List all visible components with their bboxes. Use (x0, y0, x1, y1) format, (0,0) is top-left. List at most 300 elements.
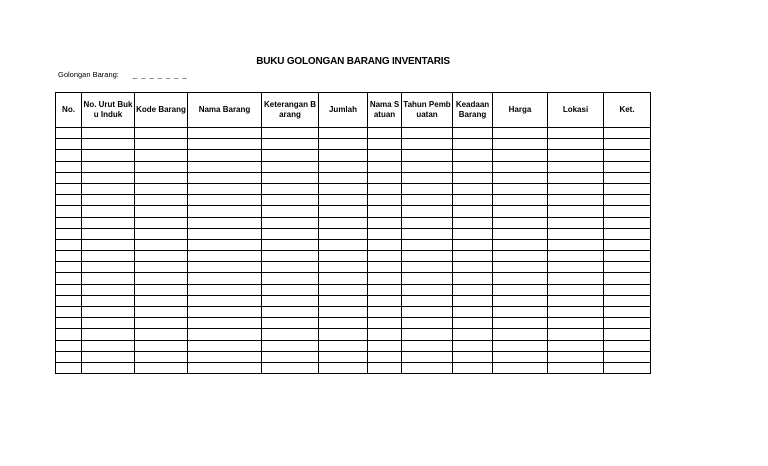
table-cell-nama (188, 206, 262, 217)
table-cell-ket (604, 206, 651, 217)
table-cell-no_urut (82, 340, 135, 351)
table-cell-jumlah (319, 262, 368, 273)
table-cell-kode (135, 228, 188, 239)
table-row (56, 284, 651, 295)
table-cell-ket (604, 340, 651, 351)
table-cell-satuan (368, 139, 402, 150)
table-cell-no (56, 251, 82, 262)
table-cell-satuan (368, 195, 402, 206)
table-cell-no_urut (82, 251, 135, 262)
table-cell-nama (188, 307, 262, 318)
table-cell-kode (135, 239, 188, 250)
table-row (56, 217, 651, 228)
table-cell-harga (493, 262, 548, 273)
table-cell-nama (188, 150, 262, 161)
table-cell-harga (493, 307, 548, 318)
table-cell-keterangan (262, 262, 319, 273)
table-cell-harga (493, 183, 548, 194)
column-header-tahun: Tahun Pembuatan (402, 93, 453, 128)
table-cell-no_urut (82, 139, 135, 150)
table-cell-jumlah (319, 161, 368, 172)
table-cell-no_urut (82, 318, 135, 329)
table-cell-no_urut (82, 172, 135, 183)
table-cell-harga (493, 284, 548, 295)
table-cell-jumlah (319, 228, 368, 239)
table-cell-nama (188, 128, 262, 139)
table-row (56, 318, 651, 329)
table-cell-no (56, 307, 82, 318)
table-cell-ket (604, 251, 651, 262)
table-cell-kode (135, 273, 188, 284)
table-cell-no (56, 206, 82, 217)
table-cell-tahun (402, 284, 453, 295)
table-cell-kode (135, 362, 188, 373)
table-cell-tahun (402, 262, 453, 273)
column-header-harga: Harga (493, 93, 548, 128)
table-cell-tahun (402, 139, 453, 150)
column-header-keadaan: Keadaan Barang (453, 93, 493, 128)
column-header-no-urut: No. Urut Buku Induk (82, 93, 135, 128)
table-cell-no (56, 262, 82, 273)
table-cell-keadaan (453, 362, 493, 373)
table-cell-no_urut (82, 307, 135, 318)
table-cell-lokasi (548, 161, 604, 172)
table-cell-nama (188, 161, 262, 172)
table-row (56, 273, 651, 284)
table-cell-lokasi (548, 206, 604, 217)
table-cell-ket (604, 307, 651, 318)
table-cell-keterangan (262, 150, 319, 161)
table-cell-ket (604, 172, 651, 183)
table-cell-no (56, 150, 82, 161)
table-cell-keterangan (262, 161, 319, 172)
table-cell-jumlah (319, 206, 368, 217)
table-cell-jumlah (319, 217, 368, 228)
table-cell-tahun (402, 273, 453, 284)
table-row (56, 161, 651, 172)
table-cell-keterangan (262, 329, 319, 340)
table-cell-jumlah (319, 318, 368, 329)
table-cell-nama (188, 251, 262, 262)
table-row (56, 251, 651, 262)
table-cell-no_urut (82, 206, 135, 217)
table-cell-keterangan (262, 195, 319, 206)
table-cell-ket (604, 329, 651, 340)
table-cell-keadaan (453, 139, 493, 150)
table-cell-lokasi (548, 128, 604, 139)
table-cell-lokasi (548, 150, 604, 161)
table-cell-ket (604, 195, 651, 206)
table-cell-no (56, 128, 82, 139)
column-header-no: No. (56, 93, 82, 128)
table-cell-jumlah (319, 362, 368, 373)
table-cell-ket (604, 351, 651, 362)
table-cell-tahun (402, 351, 453, 362)
table-cell-ket (604, 362, 651, 373)
column-header-lokasi: Lokasi (548, 93, 604, 128)
table-cell-ket (604, 128, 651, 139)
table-cell-keterangan (262, 284, 319, 295)
table-cell-tahun (402, 150, 453, 161)
table-cell-satuan (368, 172, 402, 183)
table-cell-no_urut (82, 183, 135, 194)
table-cell-keterangan (262, 139, 319, 150)
table-cell-jumlah (319, 351, 368, 362)
table-cell-no_urut (82, 262, 135, 273)
table-cell-ket (604, 318, 651, 329)
table-cell-no_urut (82, 295, 135, 306)
table-cell-lokasi (548, 362, 604, 373)
table-cell-harga (493, 228, 548, 239)
table-cell-kode (135, 217, 188, 228)
table-cell-nama (188, 340, 262, 351)
table-cell-kode (135, 251, 188, 262)
table-cell-keterangan (262, 351, 319, 362)
table-cell-nama (188, 195, 262, 206)
table-cell-satuan (368, 318, 402, 329)
table-cell-jumlah (319, 307, 368, 318)
table-cell-tahun (402, 362, 453, 373)
table-cell-keadaan (453, 217, 493, 228)
table-cell-lokasi (548, 295, 604, 306)
table-cell-jumlah (319, 251, 368, 262)
table-cell-no (56, 273, 82, 284)
table-cell-no (56, 295, 82, 306)
table-cell-lokasi (548, 340, 604, 351)
table-cell-keadaan (453, 228, 493, 239)
table-cell-kode (135, 340, 188, 351)
table-cell-keadaan (453, 128, 493, 139)
table-cell-lokasi (548, 273, 604, 284)
table-cell-keadaan (453, 251, 493, 262)
table-cell-keterangan (262, 307, 319, 318)
table-cell-satuan (368, 239, 402, 250)
table-cell-ket (604, 183, 651, 194)
header-row (56, 93, 651, 128)
table-cell-lokasi (548, 307, 604, 318)
table-cell-no_urut (82, 217, 135, 228)
table-cell-nama (188, 217, 262, 228)
column-header-nama: Nama Barang (188, 93, 262, 128)
table-cell-satuan (368, 307, 402, 318)
table-cell-no_urut (82, 284, 135, 295)
table-cell-no (56, 284, 82, 295)
golongan-label: Golongan Barang: (58, 70, 119, 79)
table-cell-jumlah (319, 195, 368, 206)
table-cell-nama (188, 262, 262, 273)
table-cell-satuan (368, 329, 402, 340)
table-cell-ket (604, 239, 651, 250)
table-row (56, 239, 651, 250)
table-cell-ket (604, 139, 651, 150)
table-cell-satuan (368, 161, 402, 172)
table-cell-kode (135, 128, 188, 139)
table-cell-lokasi (548, 284, 604, 295)
golongan-blank: _ _ _ _ _ _ _ (132, 70, 188, 79)
table-row (56, 362, 651, 373)
table-cell-no_urut (82, 228, 135, 239)
table-cell-keadaan (453, 273, 493, 284)
table-row (56, 150, 651, 161)
table-cell-tahun (402, 251, 453, 262)
column-header-jumlah: Jumlah (319, 93, 368, 128)
table-cell-tahun (402, 239, 453, 250)
table-row (56, 295, 651, 306)
table-cell-keterangan (262, 251, 319, 262)
table-cell-keadaan (453, 284, 493, 295)
table-cell-keterangan (262, 239, 319, 250)
table-cell-harga (493, 139, 548, 150)
table-cell-keterangan (262, 206, 319, 217)
table-cell-lokasi (548, 139, 604, 150)
table-cell-harga (493, 195, 548, 206)
table-cell-satuan (368, 362, 402, 373)
table-cell-no (56, 362, 82, 373)
table-cell-harga (493, 161, 548, 172)
table-row (56, 195, 651, 206)
table-cell-satuan (368, 295, 402, 306)
table-cell-tahun (402, 161, 453, 172)
table-body (56, 128, 651, 374)
table-cell-keadaan (453, 183, 493, 194)
column-header-keterangan: Keterangan Barang (262, 93, 319, 128)
table-cell-satuan (368, 351, 402, 362)
table-cell-ket (604, 273, 651, 284)
table-cell-no_urut (82, 239, 135, 250)
table-cell-tahun (402, 318, 453, 329)
table-cell-tahun (402, 340, 453, 351)
document-title: BUKU GOLONGAN BARANG INVENTARIS (256, 56, 450, 67)
table-row (56, 340, 651, 351)
table-cell-keterangan (262, 340, 319, 351)
inventory-table (55, 92, 651, 374)
table-cell-harga (493, 206, 548, 217)
table-row (56, 183, 651, 194)
table-cell-keterangan (262, 362, 319, 373)
table-cell-kode (135, 307, 188, 318)
table-cell-nama (188, 351, 262, 362)
table-cell-no_urut (82, 362, 135, 373)
table-cell-satuan (368, 217, 402, 228)
table-cell-no (56, 161, 82, 172)
table-cell-keterangan (262, 295, 319, 306)
table-cell-keterangan (262, 318, 319, 329)
table-cell-kode (135, 206, 188, 217)
table-cell-no_urut (82, 273, 135, 284)
table-cell-keterangan (262, 217, 319, 228)
table-cell-keadaan (453, 195, 493, 206)
table-cell-kode (135, 183, 188, 194)
table-cell-jumlah (319, 139, 368, 150)
table-cell-jumlah (319, 340, 368, 351)
table-cell-keadaan (453, 351, 493, 362)
table-cell-satuan (368, 228, 402, 239)
table-cell-no (56, 139, 82, 150)
table-cell-satuan (368, 284, 402, 295)
table-cell-ket (604, 295, 651, 306)
table-cell-ket (604, 217, 651, 228)
table-cell-no (56, 172, 82, 183)
table-cell-tahun (402, 183, 453, 194)
table-cell-tahun (402, 195, 453, 206)
table-cell-nama (188, 228, 262, 239)
table-cell-nama (188, 239, 262, 250)
table-cell-harga (493, 318, 548, 329)
table-cell-harga (493, 273, 548, 284)
table-cell-kode (135, 150, 188, 161)
table-cell-keadaan (453, 295, 493, 306)
table-cell-nama (188, 362, 262, 373)
table-cell-satuan (368, 273, 402, 284)
table-cell-jumlah (319, 150, 368, 161)
table-cell-satuan (368, 251, 402, 262)
table-cell-tahun (402, 329, 453, 340)
table-cell-jumlah (319, 128, 368, 139)
table-cell-tahun (402, 172, 453, 183)
table-cell-keadaan (453, 239, 493, 250)
table-cell-keadaan (453, 340, 493, 351)
table-cell-ket (604, 262, 651, 273)
table-cell-nama (188, 172, 262, 183)
table-cell-kode (135, 172, 188, 183)
table-cell-no (56, 329, 82, 340)
table-cell-satuan (368, 206, 402, 217)
table-cell-no (56, 239, 82, 250)
table-cell-lokasi (548, 351, 604, 362)
table-cell-tahun (402, 217, 453, 228)
table-cell-jumlah (319, 284, 368, 295)
table-row (56, 307, 651, 318)
table-cell-lokasi (548, 329, 604, 340)
table-cell-kode (135, 262, 188, 273)
table-cell-satuan (368, 262, 402, 273)
table-cell-jumlah (319, 273, 368, 284)
table-cell-ket (604, 150, 651, 161)
table-cell-tahun (402, 128, 453, 139)
table-cell-ket (604, 228, 651, 239)
table-cell-jumlah (319, 239, 368, 250)
table-cell-nama (188, 183, 262, 194)
table-cell-lokasi (548, 172, 604, 183)
table-cell-nama (188, 329, 262, 340)
table-cell-nama (188, 284, 262, 295)
table-row (56, 206, 651, 217)
table-cell-no_urut (82, 128, 135, 139)
table-cell-no_urut (82, 161, 135, 172)
table-cell-no (56, 195, 82, 206)
table-cell-nama (188, 295, 262, 306)
table-cell-lokasi (548, 262, 604, 273)
table-cell-satuan (368, 183, 402, 194)
table-cell-keterangan (262, 273, 319, 284)
table-cell-harga (493, 362, 548, 373)
table-cell-satuan (368, 128, 402, 139)
table-cell-keadaan (453, 307, 493, 318)
table-cell-satuan (368, 340, 402, 351)
table-cell-jumlah (319, 329, 368, 340)
table-cell-satuan (368, 150, 402, 161)
table-cell-harga (493, 239, 548, 250)
table-cell-kode (135, 139, 188, 150)
table-cell-keterangan (262, 128, 319, 139)
table-cell-lokasi (548, 195, 604, 206)
table-cell-lokasi (548, 239, 604, 250)
table-cell-keadaan (453, 318, 493, 329)
table-cell-harga (493, 351, 548, 362)
table-cell-keterangan (262, 228, 319, 239)
table-cell-keadaan (453, 262, 493, 273)
table-cell-nama (188, 318, 262, 329)
table-cell-keadaan (453, 161, 493, 172)
table-row (56, 262, 651, 273)
table-cell-keadaan (453, 172, 493, 183)
table-cell-keadaan (453, 150, 493, 161)
table-cell-keterangan (262, 183, 319, 194)
table-row (56, 139, 651, 150)
table-row (56, 172, 651, 183)
table-cell-tahun (402, 295, 453, 306)
table-cell-no_urut (82, 150, 135, 161)
table-cell-jumlah (319, 183, 368, 194)
table-cell-harga (493, 340, 548, 351)
table-cell-no_urut (82, 351, 135, 362)
table-row (56, 351, 651, 362)
table-cell-keadaan (453, 206, 493, 217)
table-cell-nama (188, 273, 262, 284)
table-cell-kode (135, 351, 188, 362)
table-cell-tahun (402, 228, 453, 239)
table-cell-jumlah (319, 295, 368, 306)
table-cell-harga (493, 217, 548, 228)
golongan-field (58, 70, 188, 79)
table-cell-harga (493, 295, 548, 306)
column-header-ket: Ket. (604, 93, 651, 128)
table-cell-ket (604, 161, 651, 172)
table-cell-lokasi (548, 318, 604, 329)
table-cell-keadaan (453, 329, 493, 340)
table-cell-no_urut (82, 195, 135, 206)
table-cell-lokasi (548, 251, 604, 262)
table-cell-lokasi (548, 228, 604, 239)
table-cell-no (56, 183, 82, 194)
table-cell-tahun (402, 307, 453, 318)
table-row (56, 329, 651, 340)
table-cell-jumlah (319, 172, 368, 183)
table-cell-no (56, 351, 82, 362)
table-cell-keterangan (262, 172, 319, 183)
table-cell-nama (188, 139, 262, 150)
table-cell-kode (135, 295, 188, 306)
table-row (56, 228, 651, 239)
table-cell-lokasi (548, 183, 604, 194)
table-cell-harga (493, 251, 548, 262)
table-cell-no (56, 217, 82, 228)
table-cell-lokasi (548, 217, 604, 228)
column-header-kode: Kode Barang (135, 93, 188, 128)
table-cell-kode (135, 195, 188, 206)
table-cell-harga (493, 172, 548, 183)
table-cell-no (56, 340, 82, 351)
table-cell-ket (604, 284, 651, 295)
table-cell-kode (135, 329, 188, 340)
table-cell-harga (493, 128, 548, 139)
table-cell-harga (493, 150, 548, 161)
column-header-satuan: Nama Satuan (368, 93, 402, 128)
table-cell-kode (135, 318, 188, 329)
table-cell-tahun (402, 206, 453, 217)
table-row (56, 128, 651, 139)
table-cell-no_urut (82, 329, 135, 340)
